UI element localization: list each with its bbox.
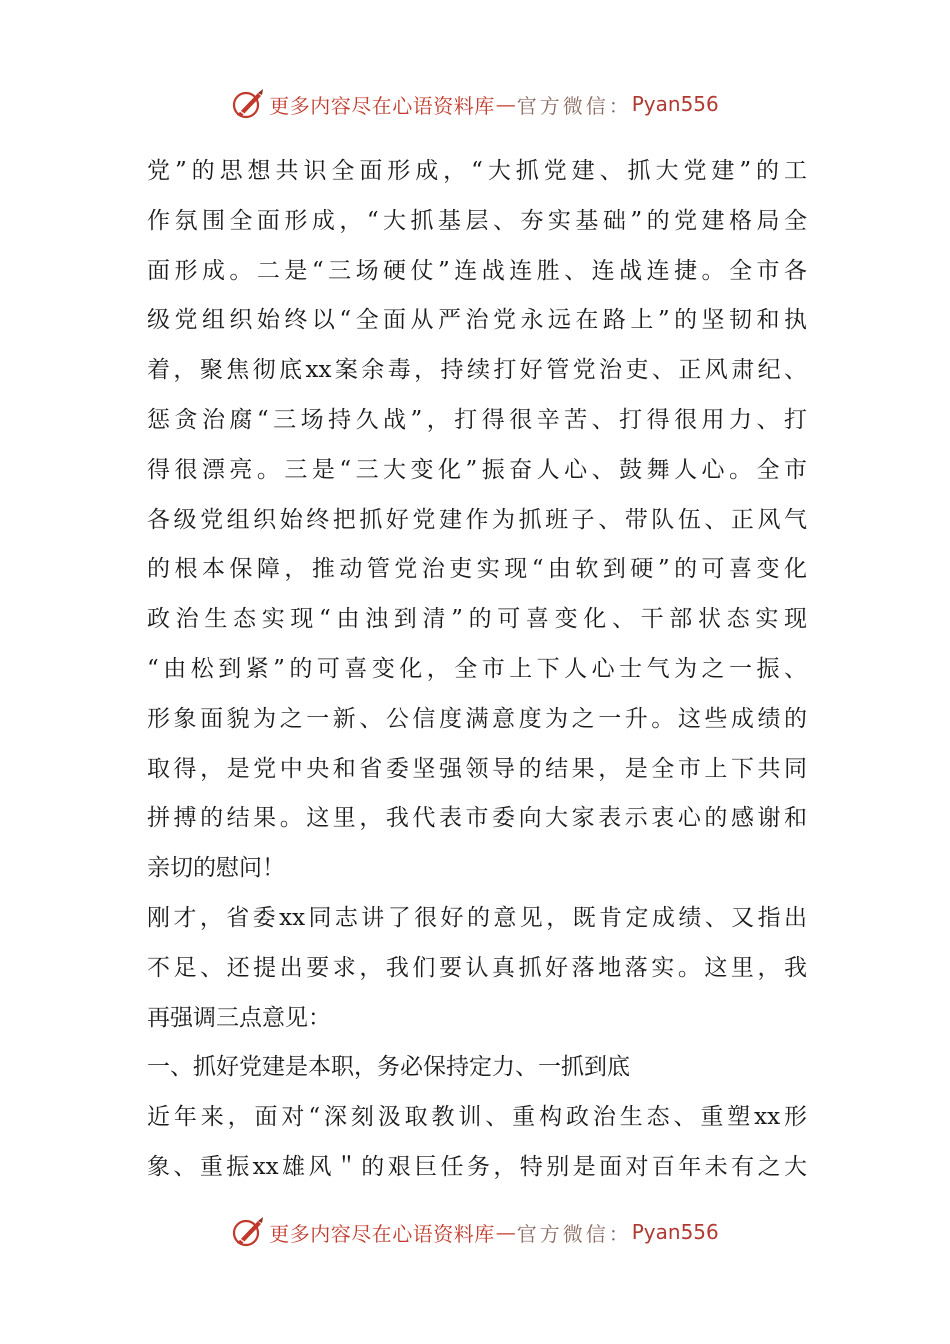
text-line: 亲切的慰问！ (147, 855, 285, 882)
text-line: 级党组织始终以“全面从严治党永远在路上”的坚韧和执 (147, 307, 807, 334)
banner-wechat-id: Pyan556 (631, 92, 719, 116)
text-line: 取得，是党中央和省委坚强领导的结果，是全市上下共同 (147, 755, 807, 782)
quill-pen-logo-icon (231, 1215, 265, 1249)
banner-dash: — (495, 1220, 516, 1244)
banner-dash: — (495, 92, 516, 116)
text-line: 象、重振xx雄风＂的艰巨任务，特别是面对百年未有之大 (147, 1153, 807, 1180)
page-header-banner (0, 84, 950, 124)
text-line: 再强调三点意见： (147, 1004, 331, 1031)
banner-tag: 官方微信： (516, 1221, 632, 1246)
text-line: 着，聚焦彻底xx案余毒，持续打好管党治吏、正风肃纪、 (147, 357, 807, 384)
text-line: 刚才，省委xx同志讲了很好的意见，既肯定成绩、又指出 (147, 904, 807, 931)
page-footer-banner (0, 1212, 950, 1252)
banner-brand: 更多内容尽在心语资料库 (269, 1221, 495, 1246)
text-line: 惩贪治腐“三场持久战”，打得很辛苦、打得很用力、打 (147, 406, 807, 433)
text-line: 的根本保障，推动管党治吏实现“由软到硬”的可喜变化 (147, 556, 807, 583)
banner-wechat-id: Pyan556 (631, 1220, 719, 1244)
text-line: 不足、还提出要求，我们要认真抓好落地落实。这里，我 (147, 954, 807, 981)
text-line: “由松到紧”的可喜变化，全市上下人心士气为之一振、 (147, 655, 807, 682)
text-line: 得很漂亮。三是“三大变化”振奋人心、鼓舞人心。全市 (147, 456, 807, 483)
text-line: 党”的思想共识全面形成，“大抓党建、抓大党建”的工 (147, 158, 807, 184)
quill-pen-logo-icon (231, 87, 265, 121)
banner-tag: 官方微信： (516, 93, 632, 118)
document-body (147, 147, 807, 1193)
section-heading: 一、抓好党建是本职，务必保持定力、一抓到底 (147, 1054, 630, 1081)
text-line: 作氛围全面形成，“大抓基层、夯实基础”的党建格局全 (147, 207, 807, 234)
text-line: 形象面貌为之一新、公信度满意度为之一升。这些成绩的 (147, 705, 807, 732)
text-line: 面形成。二是“三场硬仗”连战连胜、连战连捷。全市各 (147, 257, 807, 284)
text-line: 拼搏的结果。这里，我代表市委向大家表示衷心的感谢和 (147, 805, 807, 832)
banner-brand: 更多内容尽在心语资料库 (269, 93, 495, 118)
text-line: 各级党组织始终把抓好党建作为抓班子、带队伍、正风气 (147, 506, 807, 533)
text-line: 政治生态实现“由浊到清”的可喜变化、干部状态实现 (147, 606, 807, 633)
text-line: 近年来，面对“深刻汲取教训、重构政治生态、重塑xx形 (147, 1104, 807, 1131)
